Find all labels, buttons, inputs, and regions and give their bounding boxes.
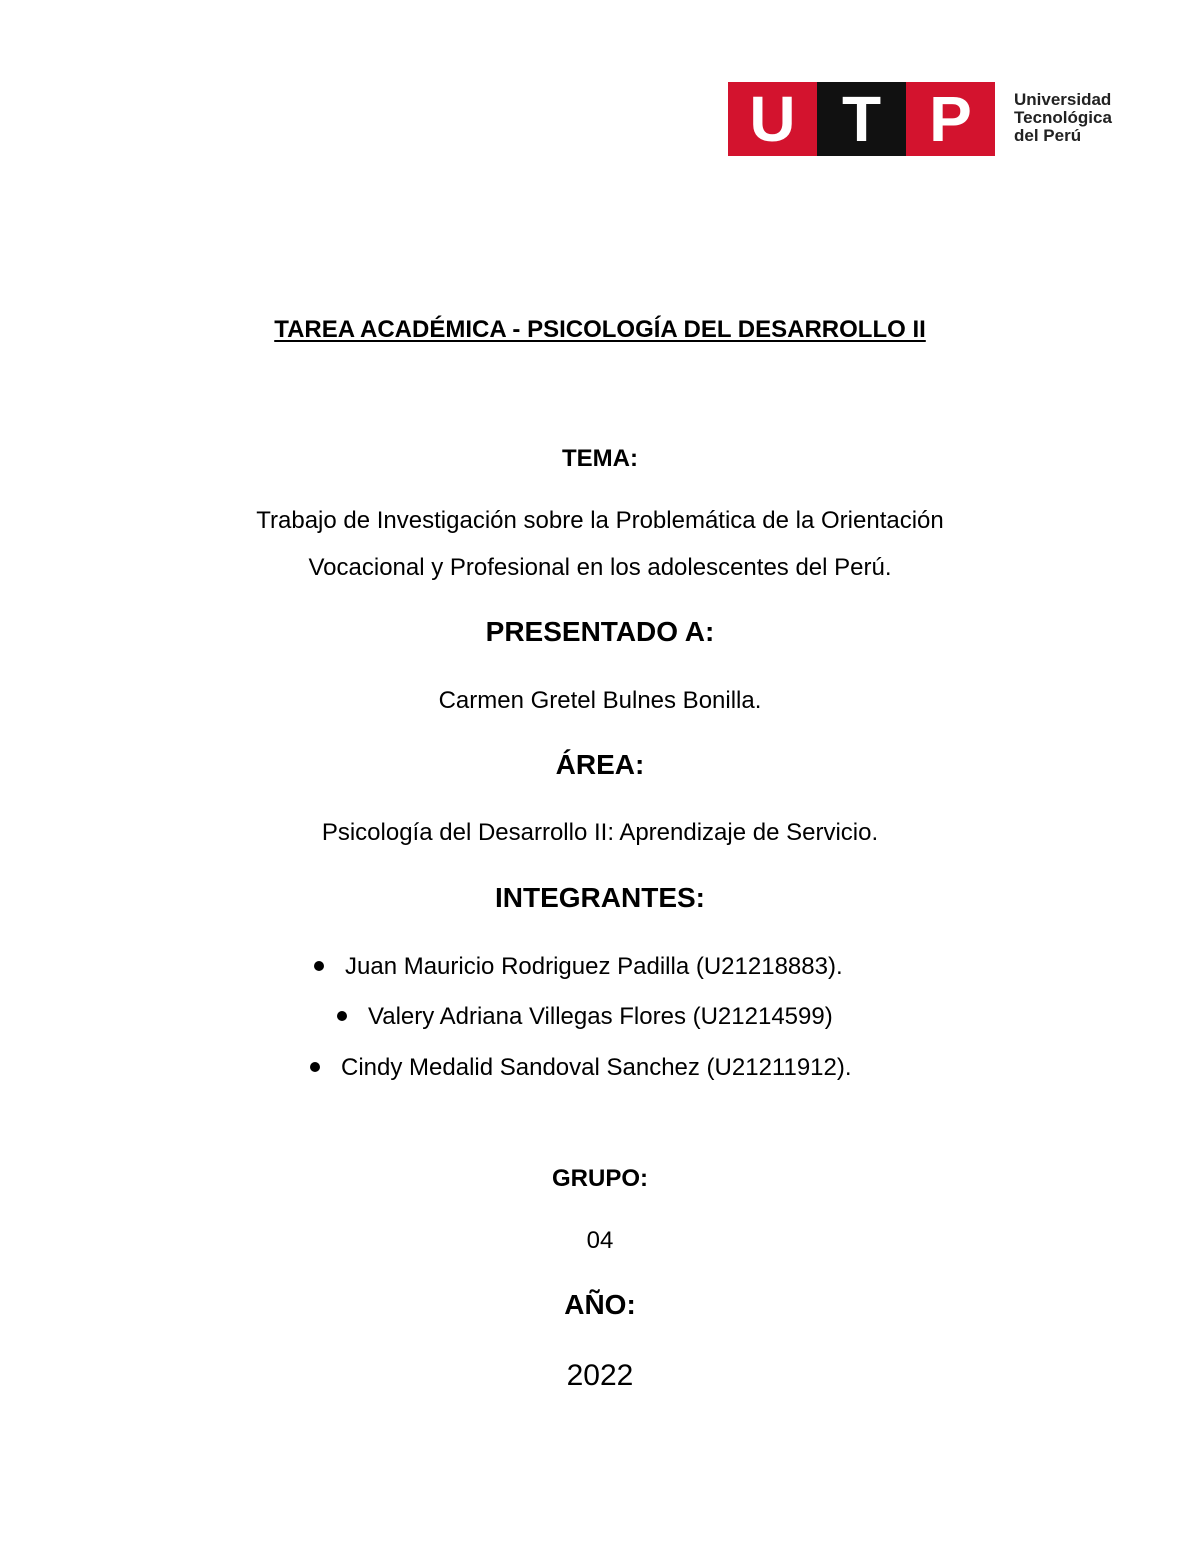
- member-name: Valery Adriana Villegas Flores (U21214599): [368, 1003, 833, 1030]
- integrantes-heading: INTEGRANTES:: [495, 882, 705, 913]
- anio-heading: AÑO:: [564, 1289, 636, 1320]
- document-title: TAREA ACADÉMICA - PSICOLOGÍA DEL DESARROLLO II: [274, 316, 926, 343]
- grupo-heading: GRUPO:: [552, 1165, 648, 1192]
- bullet-icon: [337, 1011, 347, 1021]
- logo-name-line: Universidad: [1014, 90, 1112, 109]
- presentado-value: Carmen Gretel Bulnes Bonilla.: [438, 687, 762, 714]
- logo-letter-p: P: [906, 82, 995, 156]
- tema-line-1: Trabajo de Investigación sobre la Problemática de la Orientación: [256, 507, 944, 534]
- logo-letter-t: T: [817, 82, 906, 156]
- logo-university-name: [1014, 91, 1112, 145]
- list-item: [314, 953, 843, 981]
- tema-line-2: Vocacional y Profesional en los adolescentes del Perú.: [308, 554, 892, 581]
- bullet-icon: [310, 1062, 320, 1072]
- list-item: [310, 1054, 852, 1082]
- member-name: Cindy Medalid Sandoval Sanchez (U21211912).: [341, 1054, 852, 1081]
- utp-logo: [728, 82, 995, 156]
- grupo-value: 04: [586, 1227, 614, 1254]
- logo-name-line: del Perú: [1014, 126, 1082, 145]
- tema-heading: TEMA:: [562, 445, 638, 472]
- bullet-icon: [314, 961, 324, 971]
- area-heading: ÁREA:: [555, 749, 645, 780]
- presentado-heading: PRESENTADO A:: [485, 616, 715, 647]
- anio-value: 2022: [566, 1359, 634, 1392]
- logo-letter-u: U: [728, 82, 817, 156]
- list-item: [337, 1003, 833, 1031]
- area-value: Psicología del Desarrollo II: Aprendizaje de Servicio.: [321, 819, 879, 846]
- member-name: Juan Mauricio Rodriguez Padilla (U21218883).: [345, 953, 843, 980]
- logo-name-line: Tecnológica: [1014, 108, 1112, 127]
